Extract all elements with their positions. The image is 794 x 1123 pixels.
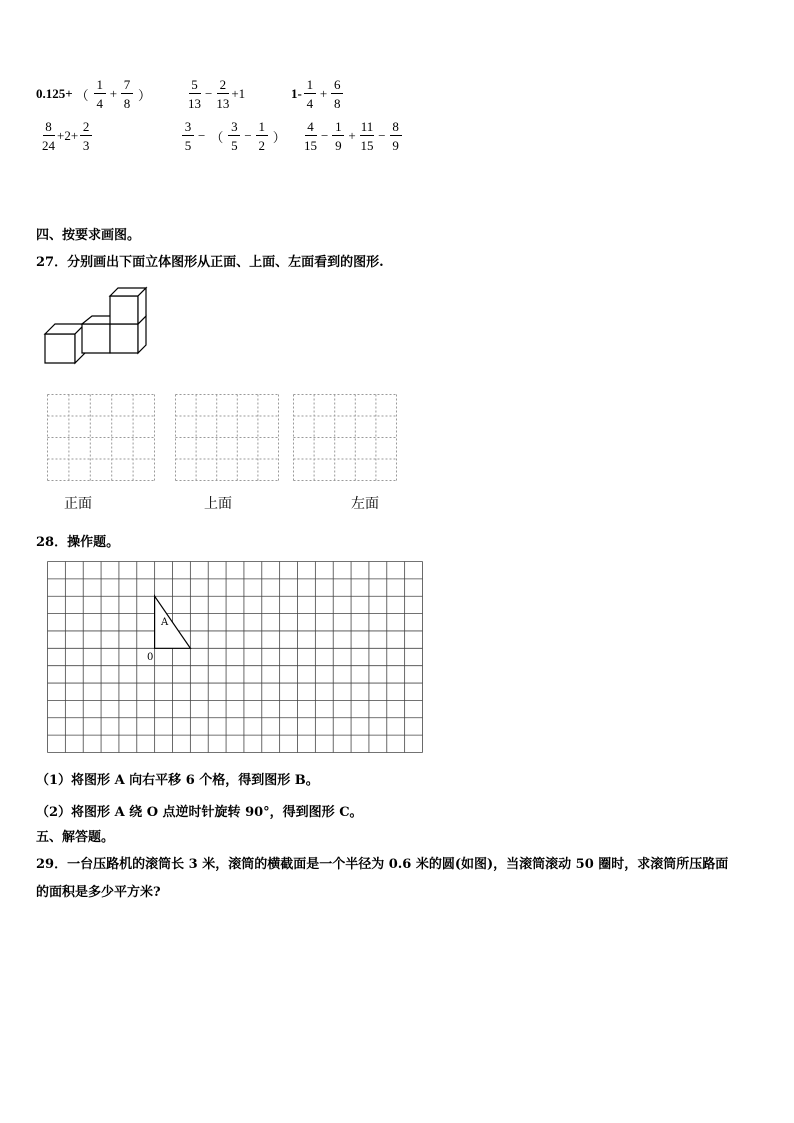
fraction — [42, 120, 55, 152]
fraction — [80, 120, 92, 152]
fraction — [331, 78, 343, 110]
section4-heading: 四、按要求画图。 — [36, 228, 141, 243]
operator: + — [109, 86, 118, 101]
label-o: 0 — [147, 652, 154, 663]
denominator: 9 — [392, 138, 399, 153]
expr4-middle: +2+ — [57, 128, 79, 143]
expression-3 — [291, 78, 345, 110]
numerator: 4 — [305, 120, 317, 136]
expr1-prefix: 0.125+ — [36, 86, 73, 101]
label-a: A — [161, 617, 169, 628]
front-view-grid[interactable] — [47, 394, 155, 481]
expression-2 — [186, 78, 245, 110]
denominator: 3 — [82, 138, 90, 153]
denominator: 8 — [123, 96, 131, 111]
front-view-label: 正面 — [64, 496, 92, 512]
numerator: 7 — [121, 78, 133, 94]
expression-1 — [36, 78, 154, 110]
numerator: 1 — [94, 78, 106, 94]
section5-heading: 五、解答题。 — [36, 830, 115, 845]
q29-line1: 29．一台压路机的滚筒长 3 米，滚筒的横截面是一个半径为 0.6 米的圆(如图)，当滚筒滚动 50 圈时，求滚筒所压路面 — [36, 857, 729, 872]
numerator: 11 — [360, 119, 374, 134]
fraction — [390, 120, 402, 152]
operator: − — [205, 86, 213, 101]
operator: − — [244, 128, 252, 143]
denominator: 5 — [231, 138, 238, 153]
numerator: 3 — [228, 120, 240, 136]
cube-figure — [40, 286, 160, 366]
top-view-label: 上面 — [204, 496, 232, 512]
expr2-tail: +1 — [231, 86, 246, 101]
fraction — [256, 120, 268, 152]
denominator: 2 — [258, 138, 265, 153]
fraction — [228, 120, 240, 152]
operator: − — [378, 128, 386, 143]
fraction — [304, 120, 317, 152]
fraction — [121, 78, 133, 110]
right-paren: ） — [138, 87, 152, 103]
numerator: 5 — [189, 78, 201, 94]
operator: − — [198, 128, 206, 143]
fraction — [94, 78, 106, 110]
numerator: 6 — [331, 78, 343, 94]
numerator: 2 — [80, 120, 92, 136]
q28-sub1: （1）将图形 A 向右平移 6 个格，得到图形 B。 — [36, 773, 319, 788]
denominator: 15 — [304, 138, 317, 153]
denominator: 4 — [96, 96, 103, 111]
q27-text: 27．分别画出下面立体图形从正面、上面、左面看到的图形. — [36, 255, 384, 270]
left-paren: （ — [210, 129, 224, 145]
numerator: 2 — [217, 78, 229, 94]
right-paren: ） — [272, 129, 286, 145]
numerator: 8 — [390, 120, 402, 136]
operator: + — [348, 128, 356, 143]
numerator: 1 — [332, 120, 344, 136]
expression-4 — [40, 120, 94, 152]
q28-sub2: （2）将图形 A 绕 O 点逆时针旋转 90°，得到图形 C。 — [36, 805, 363, 820]
numerator: 1 — [256, 120, 268, 136]
expression-5 — [180, 120, 289, 152]
fraction — [304, 78, 316, 110]
top-view-grid[interactable] — [175, 394, 279, 481]
left-view-grid[interactable] — [293, 394, 397, 481]
fraction — [360, 120, 375, 152]
fraction — [216, 78, 229, 110]
left-view-label: 左面 — [351, 496, 379, 512]
expression-6 — [302, 120, 404, 152]
fraction — [182, 120, 194, 152]
numerator: 3 — [182, 120, 194, 136]
operator: + — [319, 86, 328, 101]
denominator: 13 — [216, 96, 230, 111]
denominator: 13 — [188, 96, 201, 111]
denominator: 8 — [333, 96, 341, 111]
fraction — [188, 78, 201, 110]
denominator: 4 — [306, 96, 314, 111]
operation-grid[interactable] — [47, 561, 423, 753]
expr3-prefix: 1- — [291, 86, 302, 101]
numerator: 1 — [304, 78, 316, 94]
operator: − — [321, 128, 329, 143]
q29-line2: 的面积是多少平方米? — [36, 885, 161, 900]
denominator: 5 — [184, 138, 192, 153]
fraction — [332, 120, 344, 152]
left-paren: （ — [75, 87, 89, 103]
q28-title: 28．操作题。 — [36, 535, 120, 550]
denominator: 9 — [335, 138, 342, 153]
denominator: 15 — [360, 138, 374, 153]
numerator: 8 — [43, 120, 55, 136]
denominator: 24 — [42, 138, 55, 153]
